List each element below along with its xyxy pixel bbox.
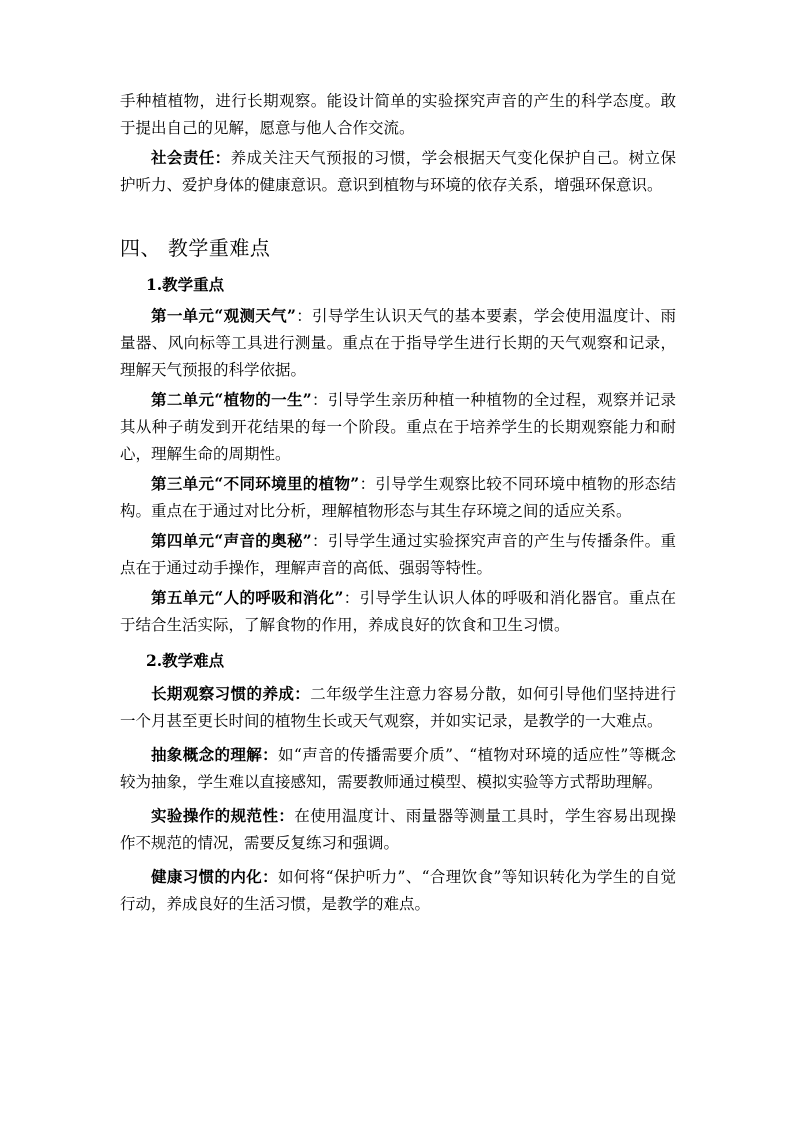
- subsection-heading-key-points: 1.教学重点: [146, 275, 225, 294]
- subsection-heading-difficulties: 2.教学难点: [146, 651, 225, 670]
- paragraph-label: 社会责任：: [151, 148, 231, 167]
- intro-paragraph-continued: 手种植植物，进行长期观察。能设计简单的实验探究声音的产生的科学态度。敢于提出自己的见解，愿意与他人合作交流。: [120, 92, 676, 137]
- paragraph-label: 长期观察习惯的养成：: [151, 684, 311, 703]
- paragraph-label: 第三单元“不同环境里的植物”: [151, 474, 360, 493]
- key-point-unit-1: [120, 302, 676, 384]
- paragraph-label: 第一单元“观测天气”: [151, 306, 296, 325]
- paragraph-text: 二年级学生注意力容易分散，如何引导他们坚持进行一个月甚至更长时间的植物生长或天气观察，并如实记录，是教学的一大难点。: [120, 685, 676, 730]
- paragraph-text: 在使用温度计、雨量器等测量工具时，学生容易出现操作不规范的情况，需要反复练习和强调。: [120, 807, 676, 852]
- paragraph-text: ：引导学生观察比较不同环境中植物的形态结构。重点在于通过对比分析，理解植物形态与其生存环境之间的适应关系。: [120, 475, 676, 520]
- section-title: 四、 教学重难点: [120, 236, 271, 260]
- key-point-unit-2: [120, 386, 676, 468]
- key-point-unit-4: [120, 527, 676, 582]
- paragraph-label: 第二单元“植物的一生”: [151, 390, 312, 409]
- paragraph-text: 如何将“保护听力”、“合理饮食”等知识转化为学生的自觉行动，养成良好的生活习惯，是教学的难点。: [120, 868, 676, 913]
- paragraph-label: 第四单元“声音的奥秘”: [151, 531, 312, 550]
- paragraph-label: 实验操作的规范性：: [151, 806, 295, 825]
- paragraph-text: ：引导学生亲历种植一种植物的全过程，观察并记录其从种子萌发到开花结果的每一个阶段。重点在于培养学生的长期观察能力和耐心，理解生命的周期性。: [120, 391, 676, 463]
- difficulty-abstract-concepts: [120, 741, 676, 796]
- paragraph-label: 健康习惯的内化：: [151, 867, 279, 886]
- key-point-unit-5: [120, 584, 676, 639]
- paragraph-text: 养成关注天气预报的习惯，学会根据天气变化保护自己。树立保护听力、爱护身体的健康意识。意识到植物与环境的依存关系，增强环保意识。: [120, 149, 676, 194]
- difficulty-experiment-standards: [120, 802, 676, 857]
- difficulty-health-habits: [120, 863, 676, 918]
- paragraph-label: 第五单元“人的呼吸和消化”: [151, 588, 344, 607]
- paragraph-text: ：引导学生通过实验探究声音的产生与传播条件。重点在于通过动手操作，理解声音的高低、强弱等特性。: [120, 532, 676, 577]
- difficulty-observation-habit: [120, 680, 676, 735]
- paragraph-label: 抽象概念的理解：: [151, 745, 279, 764]
- key-point-unit-3: [120, 470, 676, 525]
- social-responsibility-paragraph: [120, 144, 676, 199]
- document-page: [120, 88, 676, 920]
- paragraph-text: ：引导学生认识天气的基本要素，学会使用温度计、雨量器、风向标等工具进行测量。重点在于指导学生进行长期的天气观察和记录，理解天气预报的科学依据。: [120, 307, 676, 379]
- paragraph-text: ：引导学生认识人体的呼吸和消化器官。重点在于结合生活实际，了解食物的作用，养成良好的饮食和卫生习惯。: [120, 589, 676, 634]
- paragraph-text: 如“声音的传播需要介质”、“植物对环境的适应性”等概念较为抽象，学生难以直接感知，需要教师通过模型、模拟实验等方式帮助理解。: [120, 746, 676, 791]
